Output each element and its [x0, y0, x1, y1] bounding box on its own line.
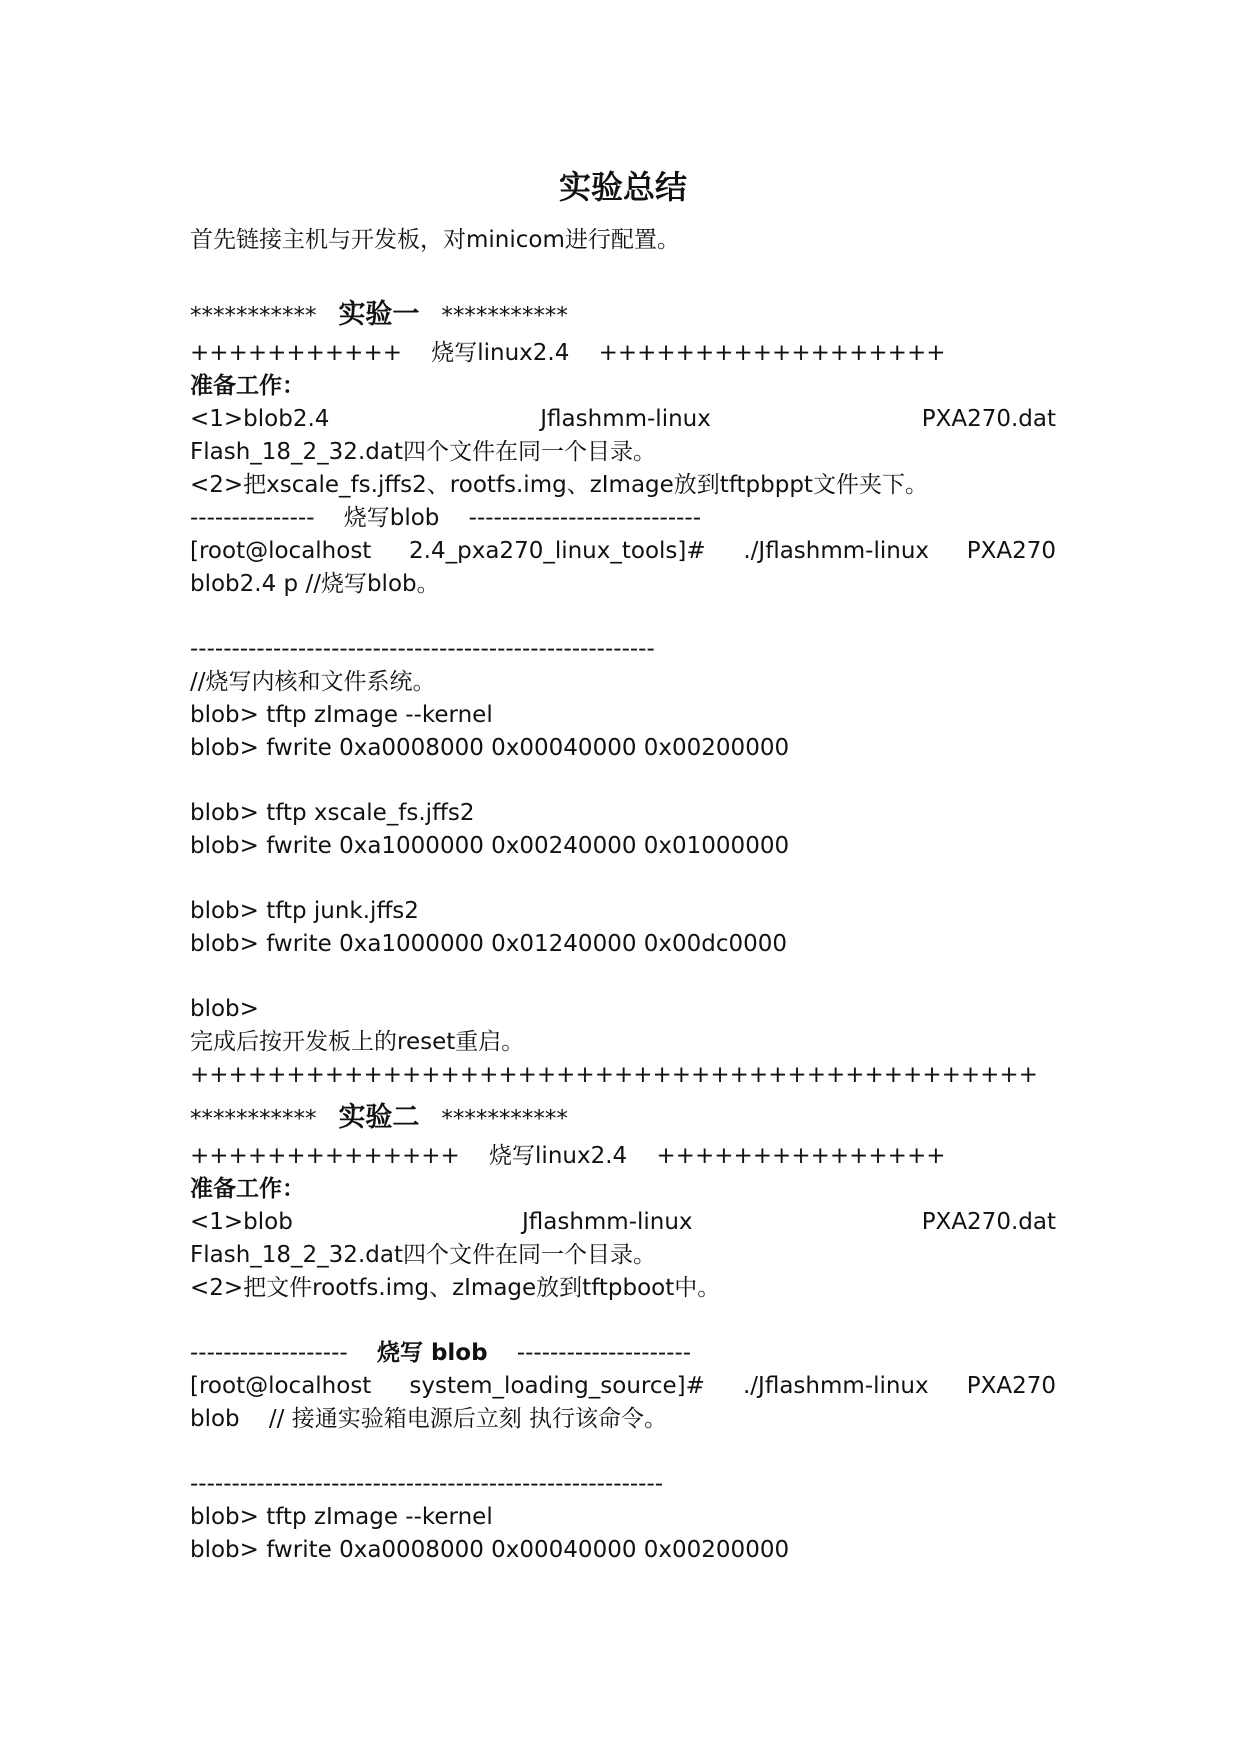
exp2-blob-divider-label: 烧写 blob — [376, 1340, 488, 1366]
exp1-prep1 — [190, 403, 1056, 436]
code-line: blob> tftp xscale_fs.jffs2 — [190, 800, 475, 826]
exp1-prep1-cont: Flash_18_2_32.dat四个文件在同一个目录。 — [190, 439, 656, 465]
exp1-command-part: [root@localhost — [190, 538, 372, 564]
code-line: blob> tftp zImage --kernel — [190, 1504, 493, 1530]
exp2-heading: 实验二 — [338, 1102, 420, 1133]
code-line: blob> — [190, 996, 259, 1022]
code-line: blob> fwrite 0xa1000000 0x01240000 0x00dc0000 — [190, 931, 788, 957]
document-page — [190, 150, 1056, 1567]
exp2-prep1-cont: Flash_18_2_32.dat四个文件在同一个目录。 — [190, 1242, 656, 1268]
exp1-prep-label: 准备工作： — [190, 373, 305, 399]
exp1-prep2: <2>把xscale_fs.jffs2、rootfs.img、zImage放到tftpbppt文件夹下。 — [190, 472, 928, 498]
exp1-blob-divider: --------------- 烧写blob ---------------------------- — [190, 505, 702, 531]
exp1-reset-note: 完成后按开发板上的reset重启。 — [190, 1029, 525, 1055]
exp2-prep1-part: <1>blob — [190, 1209, 293, 1235]
spacer — [190, 765, 1056, 797]
exp2-blob-divider-right: --------------------- — [516, 1340, 692, 1366]
exp1-end-divider: ++++++++++++++++++++++++++++++++++++++++++++ — [190, 1062, 1038, 1088]
exp1-command-part: PXA270 — [966, 538, 1056, 564]
exp1-command-cont: blob2.4 p //烧写blob。 — [190, 571, 440, 597]
exp2-prep1-part: Jflashmm-linux — [521, 1209, 693, 1235]
exp2-command-part: [root@localhost — [190, 1373, 372, 1399]
spacer — [190, 601, 1056, 633]
code-line: blob> fwrite 0xa0008000 0x00040000 0x00200000 — [190, 735, 790, 761]
spacer — [190, 1436, 1056, 1468]
exp1-comment: //烧写内核和文件系统。 — [190, 669, 436, 695]
exp2-prep1-part: PXA270.dat — [921, 1209, 1056, 1235]
exp2-command-part: system_loading_source]# — [409, 1373, 705, 1399]
spacer — [190, 257, 1056, 289]
exp1-heading-stars-right: *********** — [441, 303, 568, 329]
exp2-heading-stars-right: *********** — [441, 1106, 568, 1132]
exp2-blob-divider — [190, 1337, 1056, 1370]
exp1-prep1-part: PXA270.dat — [921, 406, 1056, 432]
exp1-command-part: 2.4_pxa270_linux_tools]# — [409, 538, 706, 564]
exp2-heading-stars-left: *********** — [190, 1106, 317, 1132]
exp2-subheading: ++++++++++++++ 烧写linux2.4 +++++++++++++++ — [190, 1143, 946, 1169]
exp1-prep1-part: Jflashmm-linux — [540, 406, 711, 432]
exp1-heading-stars-left: *********** — [190, 303, 317, 329]
exp2-command-part: ./Jflashmm-linux — [742, 1373, 929, 1399]
intro-text: 首先链接主机与开发板，对minicom进行配置。 — [190, 227, 680, 253]
spacer — [190, 863, 1056, 895]
exp1-prep1-part: <1>blob2.4 — [190, 406, 330, 432]
code-line: blob> fwrite 0xa1000000 0x00240000 0x01000000 — [190, 833, 790, 859]
spacer — [190, 961, 1056, 993]
exp2-command-part: PXA270 — [966, 1373, 1056, 1399]
exp2-blob-divider-left: ------------------- — [190, 1340, 348, 1366]
exp1-subheading: +++++++++++ 烧写linux2.4 ++++++++++++++++++ — [190, 340, 946, 366]
exp1-divider: -------------------------------------------------------- — [190, 636, 655, 662]
exp2-divider: --------------------------------------------------------- — [190, 1471, 664, 1497]
spacer — [190, 1305, 1056, 1337]
code-line: blob> tftp junk.jffs2 — [190, 898, 419, 924]
exp2-prep1 — [190, 1206, 1056, 1239]
exp1-command — [190, 535, 1056, 568]
document-title: 实验总结 — [558, 168, 687, 206]
exp1-heading-line — [190, 289, 1056, 337]
code-line: blob> tftp zImage --kernel — [190, 702, 493, 728]
exp2-command — [190, 1370, 1056, 1403]
exp2-heading-line — [190, 1092, 1056, 1140]
exp1-command-part: ./Jflashmm-linux — [743, 538, 930, 564]
exp2-command-cont: blob // 接通实验箱电源后立刻 执行该命令。 — [190, 1406, 668, 1432]
exp2-prep2: <2>把文件rootfs.img、zImage放到tftpboot中。 — [190, 1275, 721, 1301]
exp2-prep-label: 准备工作： — [190, 1176, 305, 1202]
exp1-heading: 实验一 — [338, 299, 420, 330]
code-line: blob> fwrite 0xa0008000 0x00040000 0x00200000 — [190, 1537, 790, 1563]
